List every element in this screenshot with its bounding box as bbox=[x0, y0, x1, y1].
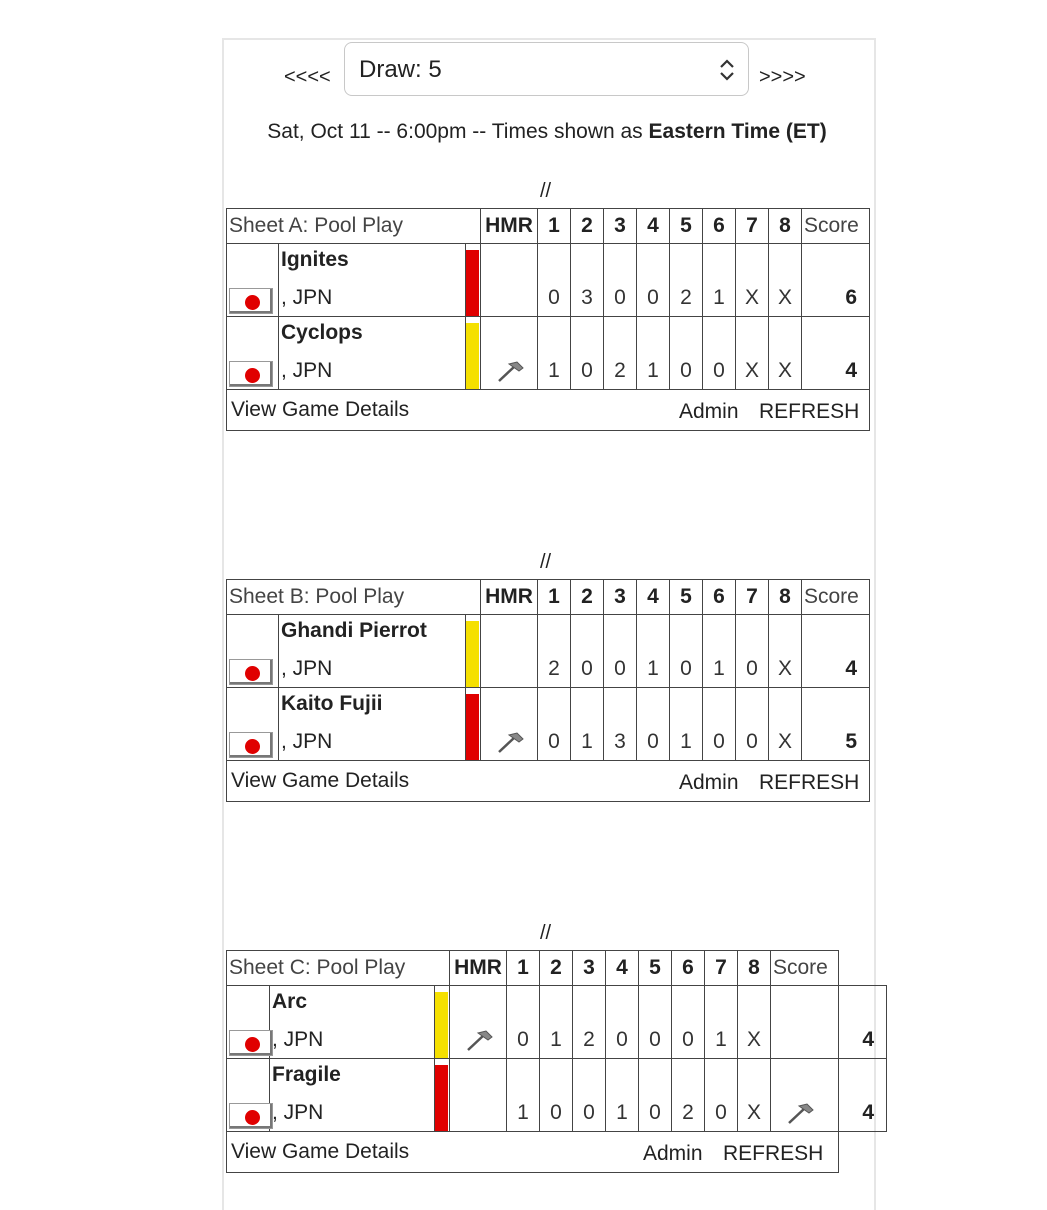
total-score: 4 bbox=[802, 615, 870, 688]
view-game-details-link[interactable]: View Game Details bbox=[231, 769, 410, 792]
score-header: Score bbox=[771, 951, 839, 986]
end-score: X bbox=[738, 1059, 771, 1132]
team-name[interactable]: Ghandi Pierrot bbox=[281, 619, 427, 642]
stone-color-indicator bbox=[466, 323, 479, 389]
total-score: 4 bbox=[839, 1059, 887, 1132]
team-country: , JPN bbox=[281, 730, 333, 753]
end-header: 8 bbox=[769, 209, 802, 244]
admin-link[interactable]: Admin bbox=[679, 400, 739, 423]
score-extra-cell bbox=[771, 1059, 839, 1132]
end-score: 1 bbox=[540, 986, 573, 1059]
japan-flag-icon bbox=[229, 659, 273, 685]
japan-flag-icon bbox=[229, 1030, 273, 1056]
end-score: 0 bbox=[703, 317, 736, 390]
end-header: 6 bbox=[703, 580, 736, 615]
scoreboard-table bbox=[226, 208, 870, 431]
hammer-icon bbox=[495, 361, 525, 383]
flag-cell bbox=[227, 986, 270, 1059]
team-country: , JPN bbox=[281, 657, 333, 680]
end-score: X bbox=[736, 244, 769, 317]
team-row bbox=[227, 615, 870, 688]
end-score: 0 bbox=[637, 244, 670, 317]
score-header: Score bbox=[802, 580, 870, 615]
end-score: 1 bbox=[670, 688, 703, 761]
end-score: 1 bbox=[538, 317, 571, 390]
flag-cell bbox=[227, 1059, 270, 1132]
scoreboard-table bbox=[226, 579, 870, 802]
end-header: 1 bbox=[538, 209, 571, 244]
end-header: 7 bbox=[736, 209, 769, 244]
stone-color-cell bbox=[466, 244, 481, 317]
total-score: 4 bbox=[839, 986, 887, 1059]
admin-link[interactable]: Admin bbox=[643, 1142, 703, 1165]
hammer-icon bbox=[785, 1103, 815, 1125]
stone-color-cell bbox=[435, 986, 450, 1059]
sheet-label: Sheet A: Pool Play bbox=[227, 209, 481, 244]
end-header: 3 bbox=[604, 580, 637, 615]
previous-draw-link[interactable]: <<<< bbox=[284, 66, 331, 88]
game-footer bbox=[227, 390, 870, 431]
stone-color-cell bbox=[466, 317, 481, 390]
end-header: 1 bbox=[507, 951, 540, 986]
game-separator: // bbox=[540, 180, 552, 202]
hammer-icon bbox=[495, 732, 525, 754]
end-score: 2 bbox=[672, 1059, 705, 1132]
end-score: 3 bbox=[604, 688, 637, 761]
flag-cell bbox=[227, 688, 279, 761]
team-row bbox=[227, 244, 870, 317]
draw-select-value: Draw: 5 bbox=[359, 56, 442, 83]
end-header: 4 bbox=[606, 951, 639, 986]
end-header: 4 bbox=[637, 209, 670, 244]
sheet-label: Sheet C: Pool Play bbox=[227, 951, 450, 986]
team-row bbox=[227, 986, 887, 1059]
draw-datetime bbox=[222, 120, 872, 144]
end-header: 2 bbox=[571, 209, 604, 244]
end-header: 5 bbox=[670, 580, 703, 615]
end-header: 3 bbox=[573, 951, 606, 986]
end-header: 6 bbox=[672, 951, 705, 986]
refresh-link[interactable]: REFRESH bbox=[759, 400, 860, 423]
game-separator: // bbox=[540, 922, 552, 944]
hammer-icon bbox=[464, 1030, 494, 1052]
team-cell bbox=[279, 317, 466, 390]
end-score: X bbox=[769, 244, 802, 317]
end-score: 0 bbox=[639, 986, 672, 1059]
team-cell bbox=[279, 244, 466, 317]
end-score: 0 bbox=[540, 1059, 573, 1132]
end-score: 0 bbox=[703, 688, 736, 761]
sheet-label: Sheet B: Pool Play bbox=[227, 580, 481, 615]
stone-color-cell bbox=[466, 615, 481, 688]
team-cell bbox=[279, 615, 466, 688]
hammer-cell bbox=[481, 615, 538, 688]
hmr-header: HMR bbox=[481, 209, 538, 244]
hammer-cell bbox=[450, 986, 507, 1059]
end-score: 0 bbox=[604, 615, 637, 688]
timezone-label: Eastern Time (ET) bbox=[648, 120, 827, 143]
select-chevron-icon bbox=[718, 57, 736, 83]
stone-color-indicator bbox=[466, 250, 479, 316]
japan-flag-icon bbox=[229, 361, 273, 387]
end-score: 0 bbox=[573, 1059, 606, 1132]
hmr-header: HMR bbox=[481, 580, 538, 615]
team-row bbox=[227, 317, 870, 390]
end-score: 2 bbox=[604, 317, 637, 390]
hammer-cell bbox=[481, 317, 538, 390]
score-extra-cell bbox=[771, 986, 839, 1059]
end-score: 2 bbox=[573, 986, 606, 1059]
team-name[interactable]: Arc bbox=[272, 990, 308, 1013]
total-score: 6 bbox=[802, 244, 870, 317]
team-country: , JPN bbox=[281, 359, 333, 382]
end-header: 6 bbox=[703, 209, 736, 244]
team-cell bbox=[279, 688, 466, 761]
end-score: 2 bbox=[538, 615, 571, 688]
end-score: 1 bbox=[703, 244, 736, 317]
end-header: 8 bbox=[769, 580, 802, 615]
team-cell bbox=[270, 1059, 435, 1132]
refresh-link[interactable]: REFRESH bbox=[723, 1142, 824, 1165]
team-cell bbox=[270, 986, 435, 1059]
stone-color-indicator bbox=[435, 992, 448, 1058]
end-score: X bbox=[769, 688, 802, 761]
game-footer bbox=[227, 1132, 839, 1173]
end-score: 0 bbox=[736, 688, 769, 761]
game-footer bbox=[227, 761, 870, 802]
team-name[interactable]: Cyclops bbox=[281, 321, 363, 344]
end-score: 0 bbox=[637, 688, 670, 761]
end-header: 5 bbox=[670, 209, 703, 244]
end-header: 7 bbox=[705, 951, 738, 986]
japan-flag-icon bbox=[229, 732, 273, 758]
end-score: 2 bbox=[670, 244, 703, 317]
end-header: 1 bbox=[538, 580, 571, 615]
team-name[interactable]: Ignites bbox=[281, 248, 349, 271]
end-score: 1 bbox=[571, 688, 604, 761]
refresh-link[interactable]: REFRESH bbox=[759, 771, 860, 794]
team-country: , JPN bbox=[272, 1101, 324, 1124]
end-score: 0 bbox=[672, 986, 705, 1059]
end-score: 0 bbox=[571, 317, 604, 390]
end-header: 2 bbox=[571, 580, 604, 615]
flag-cell bbox=[227, 317, 279, 390]
end-score: 1 bbox=[507, 1059, 540, 1132]
end-header: 4 bbox=[637, 580, 670, 615]
end-score: 1 bbox=[637, 615, 670, 688]
score-header: Score bbox=[802, 209, 870, 244]
total-score: 4 bbox=[802, 317, 870, 390]
end-score: 0 bbox=[538, 688, 571, 761]
team-row bbox=[227, 688, 870, 761]
end-score: 1 bbox=[606, 1059, 639, 1132]
end-score: 1 bbox=[705, 986, 738, 1059]
stone-color-indicator bbox=[466, 621, 479, 687]
flag-cell bbox=[227, 615, 279, 688]
end-score: 0 bbox=[705, 1059, 738, 1132]
team-country: , JPN bbox=[281, 286, 333, 309]
end-score: X bbox=[736, 317, 769, 390]
hammer-cell bbox=[450, 1059, 507, 1132]
end-score: X bbox=[769, 317, 802, 390]
hmr-header: HMR bbox=[450, 951, 507, 986]
team-name[interactable]: Fragile bbox=[272, 1063, 341, 1086]
end-score: 1 bbox=[703, 615, 736, 688]
end-score: 0 bbox=[670, 615, 703, 688]
end-header: 5 bbox=[639, 951, 672, 986]
scoreboard-table bbox=[226, 950, 887, 1173]
end-score: 0 bbox=[670, 317, 703, 390]
japan-flag-icon bbox=[229, 1103, 273, 1129]
draw-select[interactable] bbox=[344, 42, 749, 96]
end-header: 3 bbox=[604, 209, 637, 244]
end-score: 1 bbox=[637, 317, 670, 390]
end-score: 0 bbox=[604, 244, 637, 317]
end-score: 3 bbox=[571, 244, 604, 317]
end-score: 0 bbox=[736, 615, 769, 688]
hammer-cell bbox=[481, 688, 538, 761]
end-header: 8 bbox=[738, 951, 771, 986]
stone-color-cell bbox=[435, 1059, 450, 1132]
end-score: 0 bbox=[507, 986, 540, 1059]
game-separator: // bbox=[540, 551, 552, 573]
end-score: 0 bbox=[606, 986, 639, 1059]
team-name[interactable]: Kaito Fujii bbox=[281, 692, 383, 715]
total-score: 5 bbox=[802, 688, 870, 761]
admin-link[interactable]: Admin bbox=[679, 771, 739, 794]
view-game-details-link[interactable]: View Game Details bbox=[231, 1140, 410, 1163]
end-score: 0 bbox=[538, 244, 571, 317]
view-game-details-link[interactable]: View Game Details bbox=[231, 398, 410, 421]
team-country: , JPN bbox=[272, 1028, 324, 1051]
end-header: 2 bbox=[540, 951, 573, 986]
datetime-text: Sat, Oct 11 -- 6:00pm -- Times shown as bbox=[267, 120, 649, 143]
stone-color-indicator bbox=[466, 694, 479, 760]
stone-color-cell bbox=[466, 688, 481, 761]
end-score: X bbox=[769, 615, 802, 688]
next-draw-link[interactable]: >>>> bbox=[759, 66, 806, 88]
hammer-cell bbox=[481, 244, 538, 317]
team-row bbox=[227, 1059, 887, 1132]
end-score: 0 bbox=[639, 1059, 672, 1132]
end-score: X bbox=[738, 986, 771, 1059]
end-header: 7 bbox=[736, 580, 769, 615]
flag-cell bbox=[227, 244, 279, 317]
japan-flag-icon bbox=[229, 288, 273, 314]
stone-color-indicator bbox=[435, 1065, 448, 1131]
end-score: 0 bbox=[571, 615, 604, 688]
